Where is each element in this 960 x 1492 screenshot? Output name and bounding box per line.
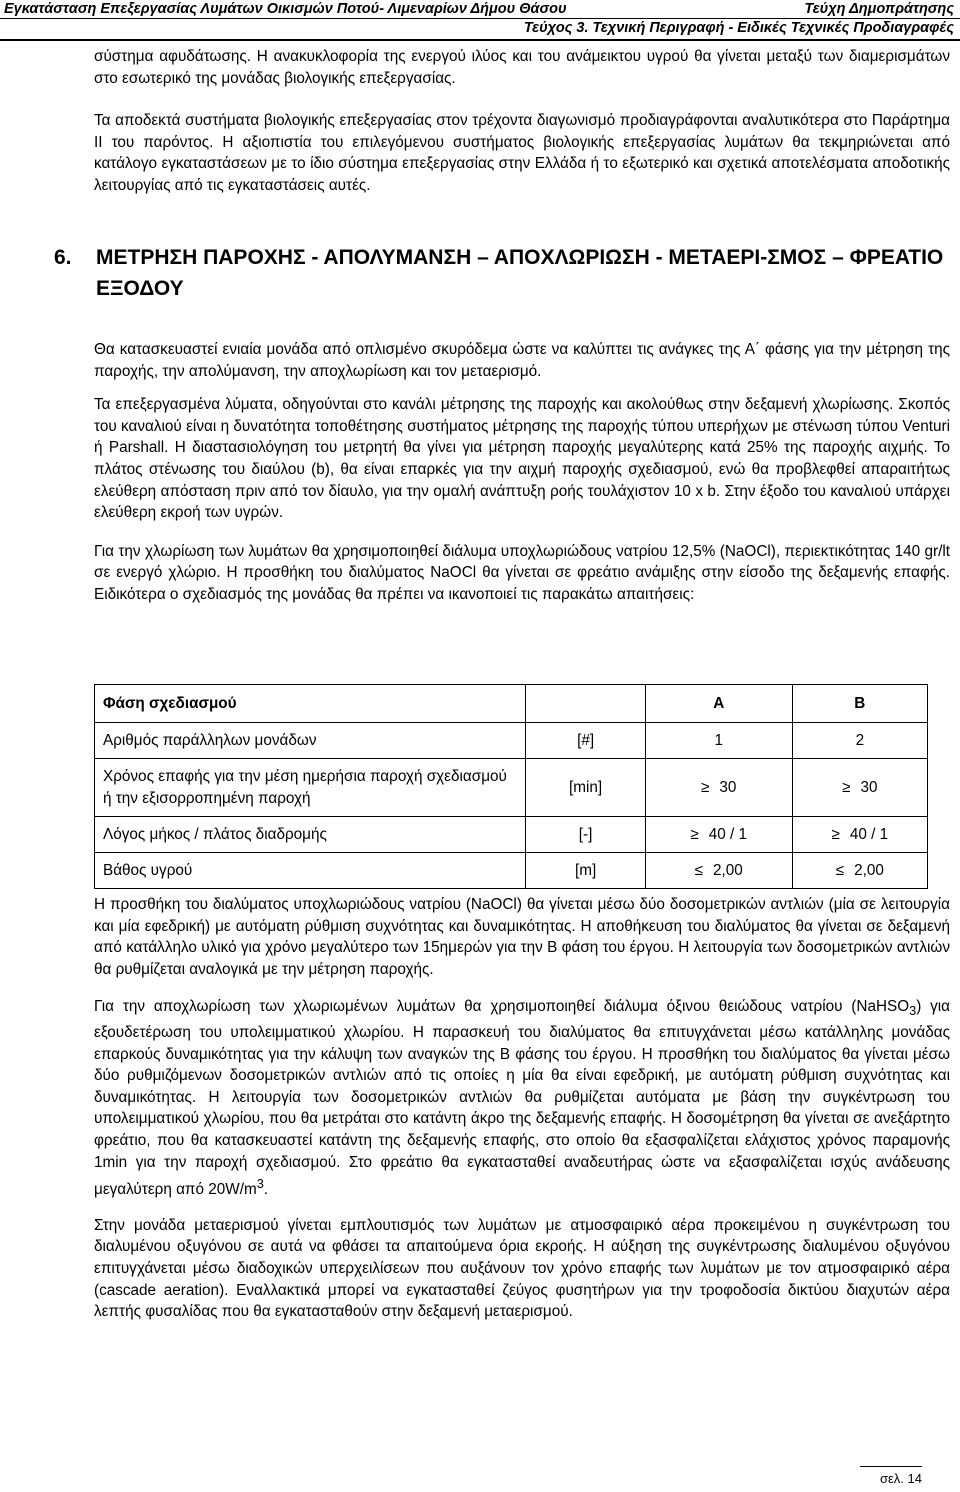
row-value-b: ≥ 40 / 1	[831, 826, 888, 843]
after-paragraph-3: Στην μονάδα μεταερισμού γίνεται εμπλουτισμός των λυμάτων με ατμοσφαιρικό αέρα προκειμένου η συγκέντρωση του διαλυμένου οξυγόνου σε αυτά να φθάσει τα απαιτούμενα όρια εκροής. Η αύξηση της συγκέντρωσης διαλυμένου οξυγόνου επιτυγχάνεται μέσω διαδοχικών υπερχειλίσεων που αυξάνουν τον χρόνο επαφής των λυμάτων με τον ατμοσφαιρικό αέρα (cascade aeration). Εναλλακτικά μπορεί να εγκατασταθεί ζεύγος φυσητήρων για την τροφοδοσία δικτύου διαχυτών αέρα λεπτής φυσαλίδας που θα εγκατασταθούν στην δεξαμενή μεταερισμού.	[94, 1216, 950, 1321]
row-value-b: ≤ 2,00	[836, 862, 884, 879]
row-label: Λόγος μήκος / πλάτος διαδρομής	[95, 817, 526, 853]
row-label: Αριθμός παράλληλων μονάδων	[95, 723, 526, 759]
intro-paragraph-1: σύστημα αφυδάτωσης. Η ανακυκλοφορία της ενεργού ιλύος και του ανάμεικτου υγρού θα γίνεται μεταξύ των διαμερισμάτων στο εσωτερικό της μονάδας βιολογικής επεξεργασίας.	[94, 48, 950, 87]
table-row	[95, 817, 928, 853]
row-value-a: 1	[645, 723, 792, 759]
section-title: ΜΕΤΡΗΣΗ ΠΑΡΟΧΗΣ - ΑΠΟΛΥΜΑΝΣΗ – ΑΠΟΧΛΩΡΙΩΣΗ - ΜΕΤΑΕΡΙ-ΣΜΟΣ – ΦΡΕΑΤΙΟ ΕΞΟΔΟΥ	[96, 246, 944, 300]
header-volume-title: Τεύχος 3. Τεχνική Περιγραφή - Ειδικές Τεχνικές Προδιαγραφές	[523, 20, 954, 36]
intro-paragraph-2: Τα αποδεκτά συστήματα βιολογικής επεξεργασίας στον τρέχοντα διαγωνισμό προδιαγράφονται αναλυτικότερα στο Παράρτημα ΙΙ του παρόντος. Η αξιοπιστία του επιλεγόμενου συστήματος βιολογικής επεξεργασίας λυμάτων θα τεκμηριώνεται από κατάλογο εγκαταστάσεων με το ίδιο σύστημα επεξεργασίας στην Ελλάδα ή το εξωτερικό και σχετικά αποτελέσματα αποδοτικής λειτουργίας από τις εγκαταστάσεις αυτές.	[94, 112, 950, 194]
table-header-a: Α	[645, 685, 792, 723]
row-label: Βάθος υγρού	[95, 853, 526, 889]
row-value-b: ≥ 30	[842, 779, 877, 796]
row-unit: [#]	[526, 723, 645, 759]
table-header-b: Β	[792, 685, 927, 723]
footer-rule	[860, 1466, 922, 1467]
after-table-block	[94, 894, 950, 1323]
superscript-3: 3	[256, 1176, 264, 1192]
header-document-set: Τεύχη Δημοπράτησης	[804, 1, 954, 17]
row-unit: [-]	[526, 817, 645, 853]
after-paragraph-1: Η προσθήκη του διαλύματος υποχλωριώδους νατρίου (NaOCl) θα γίνεται μέσω δύο δοσομετρικών αντλιών (μία σε λειτουργία και μία εφεδρική) με αυτόματη ρύθμιση συχνότητας και δυναμικότητας. Η αποθήκευση του διαλύματος θα γίνεται σε δεξαμενή από κατάλληλο υλικό για χρόνο μεγαλύτερο των 15ημερών για την Β φάση του έργου. Η λειτουργία των δοσομετρικών αντλιών θα ρυθμίζεται αναλογικά με την μέτρηση παροχής.	[94, 896, 950, 978]
body-paragraph-2: Τα επεξεργασμένα λύματα, οδηγούνται στο κανάλι μέτρησης της παροχής και ακολούθως στην δεξαμενή χλωρίωσης. Σκοπός του καναλιού είναι η δυνατότητα τοποθέτησης συστήματος μέτρησης της παροχής τύπου υπερήχων με στένωση τύπου Venturi ή Parshall. Η διαστασιολόγηση του μετρητή θα γίνει για μέτρηση παροχής μεγαλύτερης κατά 25% της παροχής αιχμής. Το πλάτος στένωσης του διαύλου (b), θα είναι επαρκές για την αιχμή παροχής σχεδιασμού, ενώ θα προβλεφθεί απαραιτήτως ελεύθερη απόσταση πριν από τον δίαυλο, για την ομαλή ανάπτυξη ροής τουλάχιστον 10 x b. Στην έξοδο του καναλιού υπάρχει ελεύθερη εκροή των υγρών.	[94, 396, 950, 522]
table-row	[95, 723, 928, 759]
page-header	[0, 0, 960, 40]
row-value-b: 2	[792, 723, 927, 759]
section-body	[94, 339, 950, 606]
row-label: Χρόνος επαφής για την μέση ημερήσια παροχή σχεδιασμού ή την εξισορροπημένη παροχή	[95, 759, 526, 817]
table-header-unit	[526, 685, 645, 723]
header-bottom-rule	[0, 39, 960, 41]
body-paragraph-1: Θα κατασκευαστεί ενιαία μονάδα από οπλισμένο σκυρόδεμα ώστε να καλύπτει τις ανάγκες της Α΄ φάσης για την μέτρηση της παροχής, την απολύμανση, την αποχλωρίωση και τον μεταερισμό.	[94, 341, 950, 380]
table-row	[95, 853, 928, 889]
table-header-phase: Φάση σχεδιασμού	[95, 685, 526, 723]
row-value-a: ≤ 2,00	[695, 862, 743, 879]
row-value-a: ≥ 30	[701, 779, 736, 796]
row-value-a: ≥ 40 / 1	[690, 826, 747, 843]
row-unit: [min]	[526, 759, 645, 817]
design-requirements-table	[94, 684, 928, 889]
table-header-row	[95, 685, 928, 723]
section-number: 6.	[54, 246, 72, 269]
page-number: σελ. 14	[879, 1471, 922, 1486]
intro-block	[94, 46, 950, 197]
header-project-title: Εγκατάσταση Επεξεργασίας Λυμάτων Οικισμών Ποτού- Λιμεναρίων Δήμου Θάσου	[4, 1, 567, 17]
row-unit: [m]	[526, 853, 645, 889]
body-paragraph-3: Για την χλωρίωση των λυμάτων θα χρησιμοποιηθεί διάλυμα υποχλωριώδους νατρίου 12,5% (NaOCl), περιεκτικότητας 140 gr/lt σε ενεργό χλώριο. Η προσθήκη του διαλύματος NaOCl θα γίνεται σε φρεάτιο ανάμιξης στην είσοδο της δεξαμενής επαφής. Ειδικότερα ο σχεδιασμός της μονάδας θα πρέπει να ικανοποιεί τις παρακάτω απαιτήσεις:	[94, 542, 950, 603]
after-paragraph-2: Για την αποχλωρίωση των χλωριωμένων λυμάτων θα χρησιμοποιηθεί διάλυμα όξινου θειώδους νατρίου (NaHSO$_3$) για εξουδετέρωση του υπολειμματικού χλωρίου. Η παρασκευή του διαλύματος θα επιτυγχάνεται μέσω κατάλληλης μονάδας επαρκούς δυναμικότητας για την κάλυψη των αναγκών της Β φάσης του έργου. Η προσθήκη του διαλύματος θα γίνεται μέσω δύο ρυθμιζόμενων δοσομετρικών αντλιών από τις οποίες η μία θα είναι εφεδρική, με αυτόματη ρύθμιση συχνότητας και δυναμικότητας. Η λειτουργία των δοσομετρικών αντλιών θα ρυθμίζεται αυτόματα με βάση την συγκέντρωση του υπολειμματικού χλωρίου, που θα μετράται στο κατάντη άκρο της δεξαμενής επαφής. Η δοσομέτρηση θα γίνεται σε ανεξάρτητο φρεάτιο, που θα κατασκευαστεί κατάντη της δεξαμενής επαφής, στο οποίο θα εξασφαλίζεται ελάχιστος χρόνος παραμονής 1min για την παροχή σχεδιασμού. Στο φρεάτιο θα εγκατασταθεί αναδευτήρας ώστε να εξασφαλίζεται ισχύς ανάδευσης μεγαλύτερη από $20W/m^3$.	[94, 998, 950, 1199]
table-row	[95, 759, 928, 817]
subscript-3: 3	[909, 1003, 917, 1019]
